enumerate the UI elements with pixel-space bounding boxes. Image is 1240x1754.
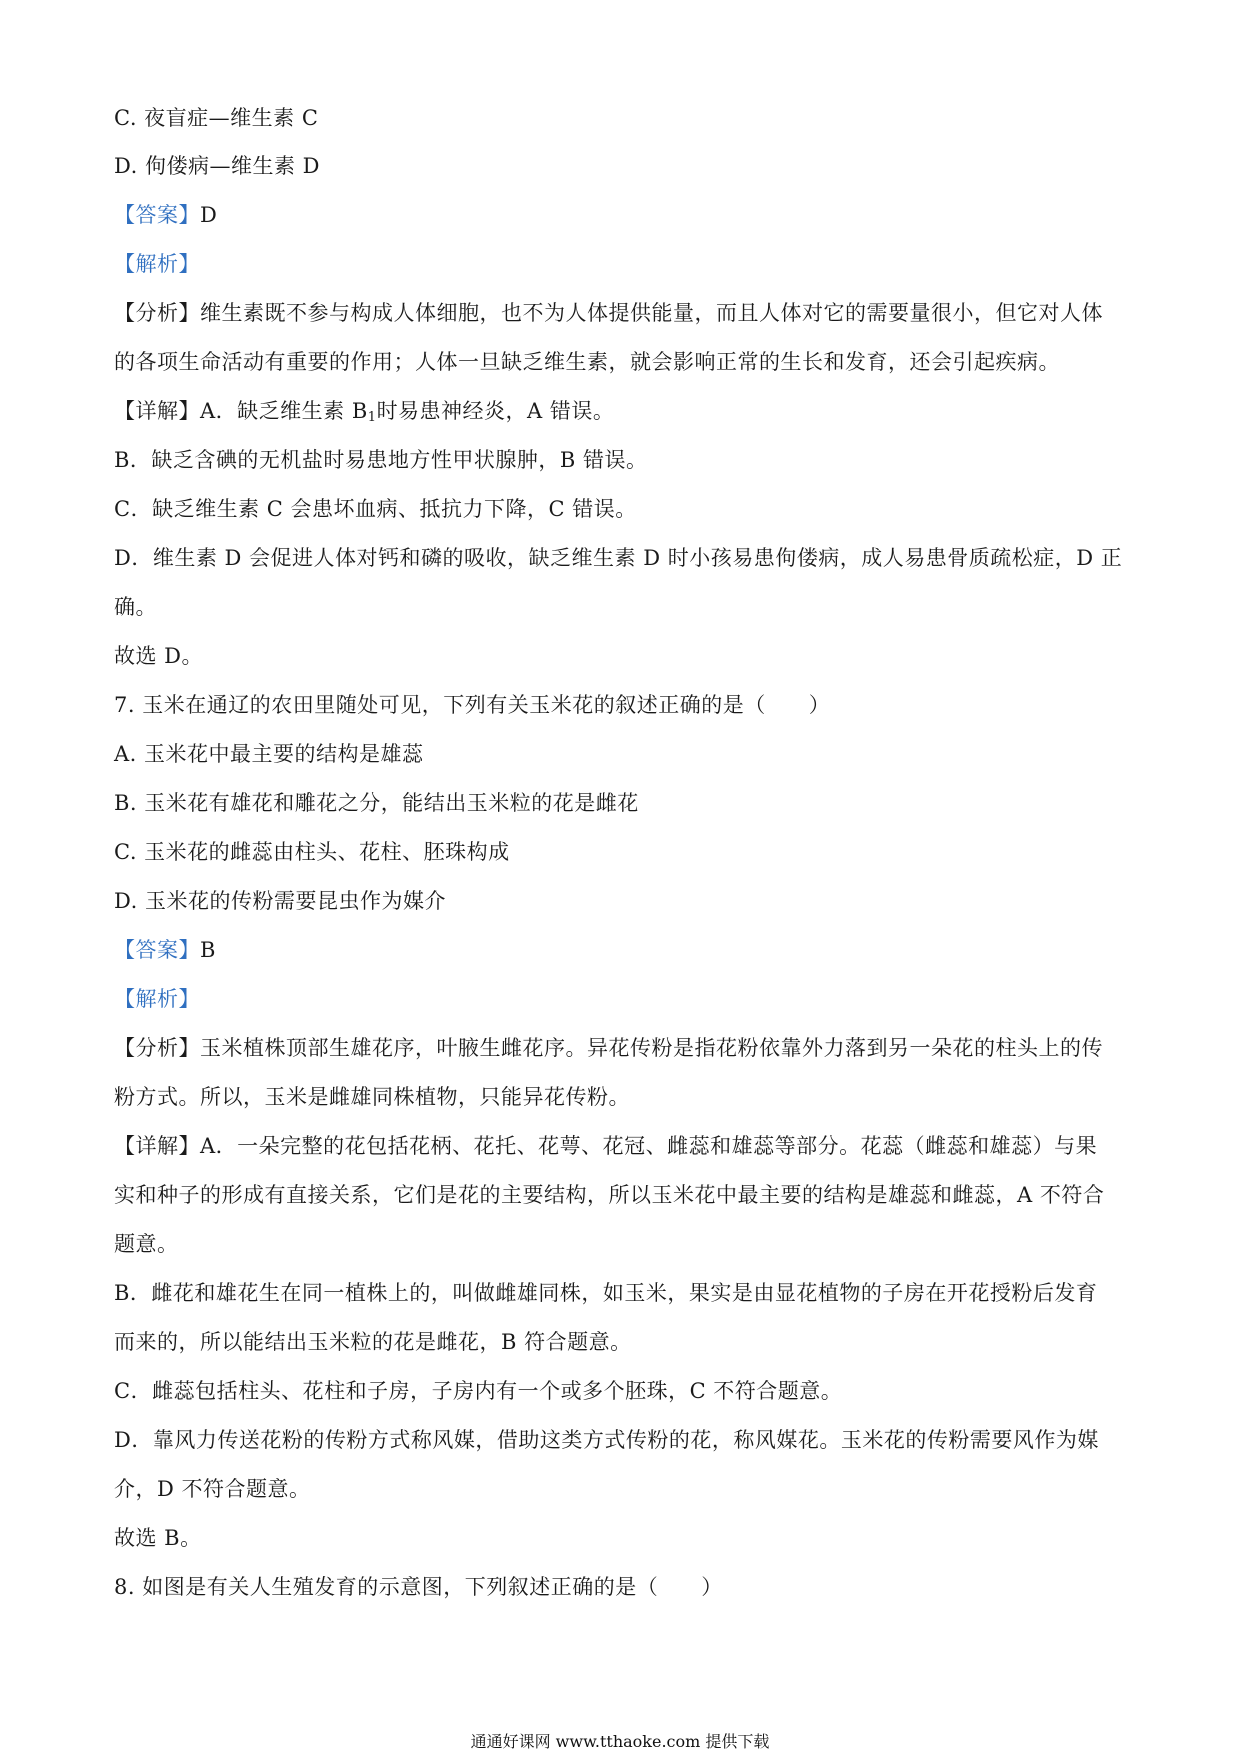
q7-detail-a2: 实和种子的形成有直接关系，它们是花的主要结构，所以玉米花中最主要的结构是雄蕊和雌蕊，A 不符合 [114, 1183, 1105, 1207]
q6-detail-d1: D．维生素 D 会促进人体对钙和磷的吸收，缺乏维生素 D 时小孩易患佝偻病，成人易患骨质疏松症，D 正 [114, 546, 1123, 570]
q7-detail-d2: 介，D 不符合题意。 [114, 1477, 311, 1501]
q6-detail-a [114, 397, 614, 425]
q7-analysis-p2: 粉方式。所以，玉米是雌雄同株植物，只能异花传粉。 [114, 1085, 630, 1109]
q7-detail-b2: 而来的，所以能结出玉米粒的花是雌花，B 符合题意。 [114, 1330, 632, 1354]
q7-analysis-tag: 【解析】 [114, 987, 200, 1011]
answer-value: B [200, 938, 216, 962]
answer-value: D [200, 203, 218, 227]
page-footer: 通通好课网 www.tthaoke.com 提供下载 [470, 1732, 770, 1751]
q7-detail-a1: 【详解】A．一朵完整的花包括花柄、花托、花萼、花冠、雌蕊和雄蕊等部分。花蕊（雌蕊和雄蕊）与果 [114, 1134, 1098, 1158]
q6-analysis-tag: 【解析】 [114, 252, 200, 276]
answer-tag: 【答案】 [114, 938, 200, 962]
q7-option-b: B. 玉米花有雄花和雕花之分，能结出玉米粒的花是雌花 [114, 791, 639, 815]
q7-detail-d1: D．靠风力传送花粉的传粉方式称风媒，借助这类方式传粉的花，称风媒花。玉米花的传粉需要风作为媒 [114, 1428, 1099, 1452]
q7-detail-b1: B．雌花和雄花生在同一植株上的，叫做雌雄同株，如玉米，果实是由显花植物的子房在开花授粉后发育 [114, 1281, 1098, 1305]
detail-a-subscript: 1 [367, 410, 377, 425]
q6-detail-d2: 确。 [114, 595, 157, 619]
q6-analysis-p1: 【分析】维生素既不参与构成人体细胞，也不为人体提供能量，而且人体对它的需要量很小，但它对人体 [114, 301, 1103, 325]
detail-a-post: 时易患神经炎，A 错误。 [376, 399, 615, 423]
q7-option-a: A. 玉米花中最主要的结构是雄蕊 [114, 742, 424, 766]
q7-analysis-p1: 【分析】玉米植株顶部生雄花序，叶腋生雌花序。异花传粉是指花粉依靠外力落到另一朵花的柱头上的传 [114, 1036, 1103, 1060]
q7-option-d: D. 玉米花的传粉需要昆虫作为媒介 [114, 889, 446, 913]
q7-detail-a3: 题意。 [114, 1232, 179, 1256]
q6-detail-c: C．缺乏维生素 C 会患坏血病、抵抗力下降，C 错误。 [114, 497, 637, 521]
answer-tag: 【答案】 [114, 203, 200, 227]
q7-detail-c: C．雌蕊包括柱头、花柱和子房，子房内有一个或多个胚珠，C 不符合题意。 [114, 1379, 843, 1403]
q7-conclusion: 故选 B。 [114, 1526, 202, 1550]
q6-analysis-p2: 的各项生命活动有重要的作用；人体一旦缺乏维生素，就会影响正常的生长和发育，还会引起疾病。 [114, 350, 1060, 374]
q7-option-c: C. 玉米花的雌蕊由柱头、花柱、胚珠构成 [114, 840, 510, 864]
detail-a-pre: 【详解】A．缺乏维生素 B [114, 399, 368, 423]
q6-option-d: D. 佝偻病—维生素 D [114, 154, 320, 178]
q8-stem: 8. 如图是有关人生殖发育的示意图，下列叙述正确的是（ ） [114, 1575, 723, 1599]
q6-detail-b: B．缺乏含碘的无机盐时易患地方性甲状腺肿，B 错误。 [114, 448, 648, 472]
q7-stem: 7. 玉米在通辽的农田里随处可见，下列有关玉米花的叙述正确的是（ ） [114, 693, 831, 717]
q6-conclusion: 故选 D。 [114, 644, 204, 668]
q6-answer [114, 201, 217, 229]
q7-answer [114, 936, 216, 964]
q6-option-c: C. 夜盲症—维生素 C [114, 106, 319, 130]
